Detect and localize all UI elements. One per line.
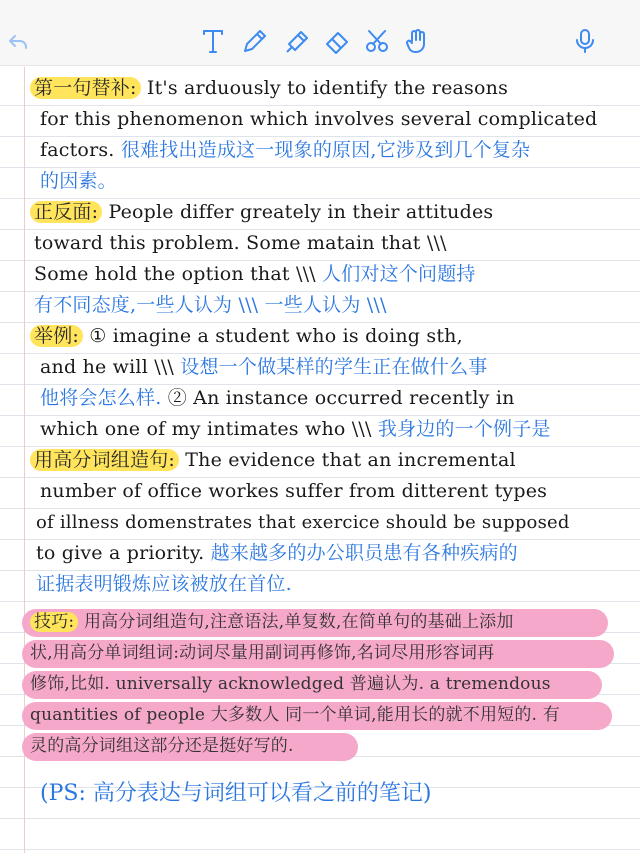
english-text: to give a priority. (36, 542, 205, 564)
note-line (30, 73, 626, 104)
highlighter-icon[interactable] (282, 26, 312, 56)
note-line (30, 445, 626, 476)
note-line (40, 166, 636, 197)
note-line (30, 731, 626, 762)
chinese-translation: 很难找出造成这一现象的原因,它涉及到几个复杂 (120, 139, 531, 161)
note-line (36, 507, 632, 538)
note-line (40, 104, 636, 135)
note-line (34, 259, 630, 290)
tips-text: 状,用高分单词组词:动词尽量用副词再修饰,名词尽用形容词再 (30, 643, 495, 663)
section-label: 第一句替补: (30, 77, 141, 99)
note-line (34, 228, 630, 259)
note-line (30, 700, 626, 731)
section-label: 正反面: (30, 201, 102, 223)
note-line (40, 476, 636, 507)
english-text: number of office workes suffer from ditterent types (40, 480, 548, 502)
undo-icon[interactable] (6, 30, 30, 54)
pen-icon[interactable] (240, 26, 270, 56)
chinese-translation: 的因素。 (40, 170, 117, 192)
note-line (34, 290, 630, 321)
tips-text: 灵的高分词组这部分还是挺好写的. (30, 736, 294, 756)
note-line (40, 414, 636, 445)
chinese-translation: 证据表明锻炼应该被放在首位. (36, 573, 292, 595)
note-line (40, 352, 636, 383)
tips-text: quantities of people 大多数人 同一个单词,能用长的就不用短的. 有 (30, 705, 560, 725)
note-line (30, 321, 626, 352)
english-text: toward this problem. Some matain that \\\ (34, 232, 447, 254)
chinese-translation: 有不同态度,一些人认为 \\\ 一些人认为 \\\ (34, 294, 387, 316)
english-text: of illness domenstrates that exercice should be supposed (36, 512, 570, 533)
note-line (36, 569, 632, 600)
english-text: which one of my intimates who \\\ (40, 418, 372, 440)
toolbar (0, 0, 640, 66)
note-line (30, 607, 626, 638)
tips-text: 用高分词组造句,注意语法,单复数,在简单句的基础上添加 (83, 612, 514, 632)
english-text: It's arduously to identify the reasons (146, 77, 509, 99)
english-text: ② An instance occurred recently in (167, 387, 515, 409)
ps-note: (PS: 高分表达与词组可以看之前的笔记) (40, 781, 432, 806)
english-text: and he will \\\ (40, 356, 175, 378)
section-label: 用高分词组造句: (30, 449, 179, 471)
microphone-icon[interactable] (570, 26, 600, 56)
english-text: The evidence that an incremental (185, 449, 516, 471)
note-line (30, 638, 626, 669)
section-label: 举例: (30, 325, 83, 347)
english-text: for this phenomenon which involves several complicated (40, 108, 598, 130)
note-line (40, 135, 636, 166)
english-text: Some hold the option that \\\ (34, 263, 316, 285)
tips-text: 修饰,比如. universally acknowledged 普遍认为. a tremendous (30, 674, 551, 694)
note-line (40, 383, 636, 414)
margin-line (24, 67, 25, 853)
english-text: factors. (40, 139, 115, 161)
chinese-translation: 人们对这个问题持 (322, 263, 476, 285)
note-line (30, 197, 626, 228)
chinese-translation: 他将会怎么样. (40, 387, 162, 409)
note-line (36, 538, 632, 569)
chinese-translation: 越来越多的办公职员患有各种疾病的 (210, 542, 518, 564)
hand-icon[interactable] (402, 26, 432, 56)
chinese-translation: 设想一个做某样的学生正在做什么事 (180, 356, 488, 378)
chinese-translation: 我身边的一个例子是 (377, 418, 551, 440)
note-line (30, 669, 626, 700)
eraser-icon[interactable] (322, 26, 352, 56)
section-label: 技巧: (30, 612, 78, 632)
english-text: People differ greately in their attitudes (108, 201, 494, 223)
text-tool-icon[interactable] (198, 26, 228, 56)
lasso-scissors-icon[interactable] (362, 26, 392, 56)
english-text: ① imagine a student who is doing sth, (89, 325, 463, 347)
